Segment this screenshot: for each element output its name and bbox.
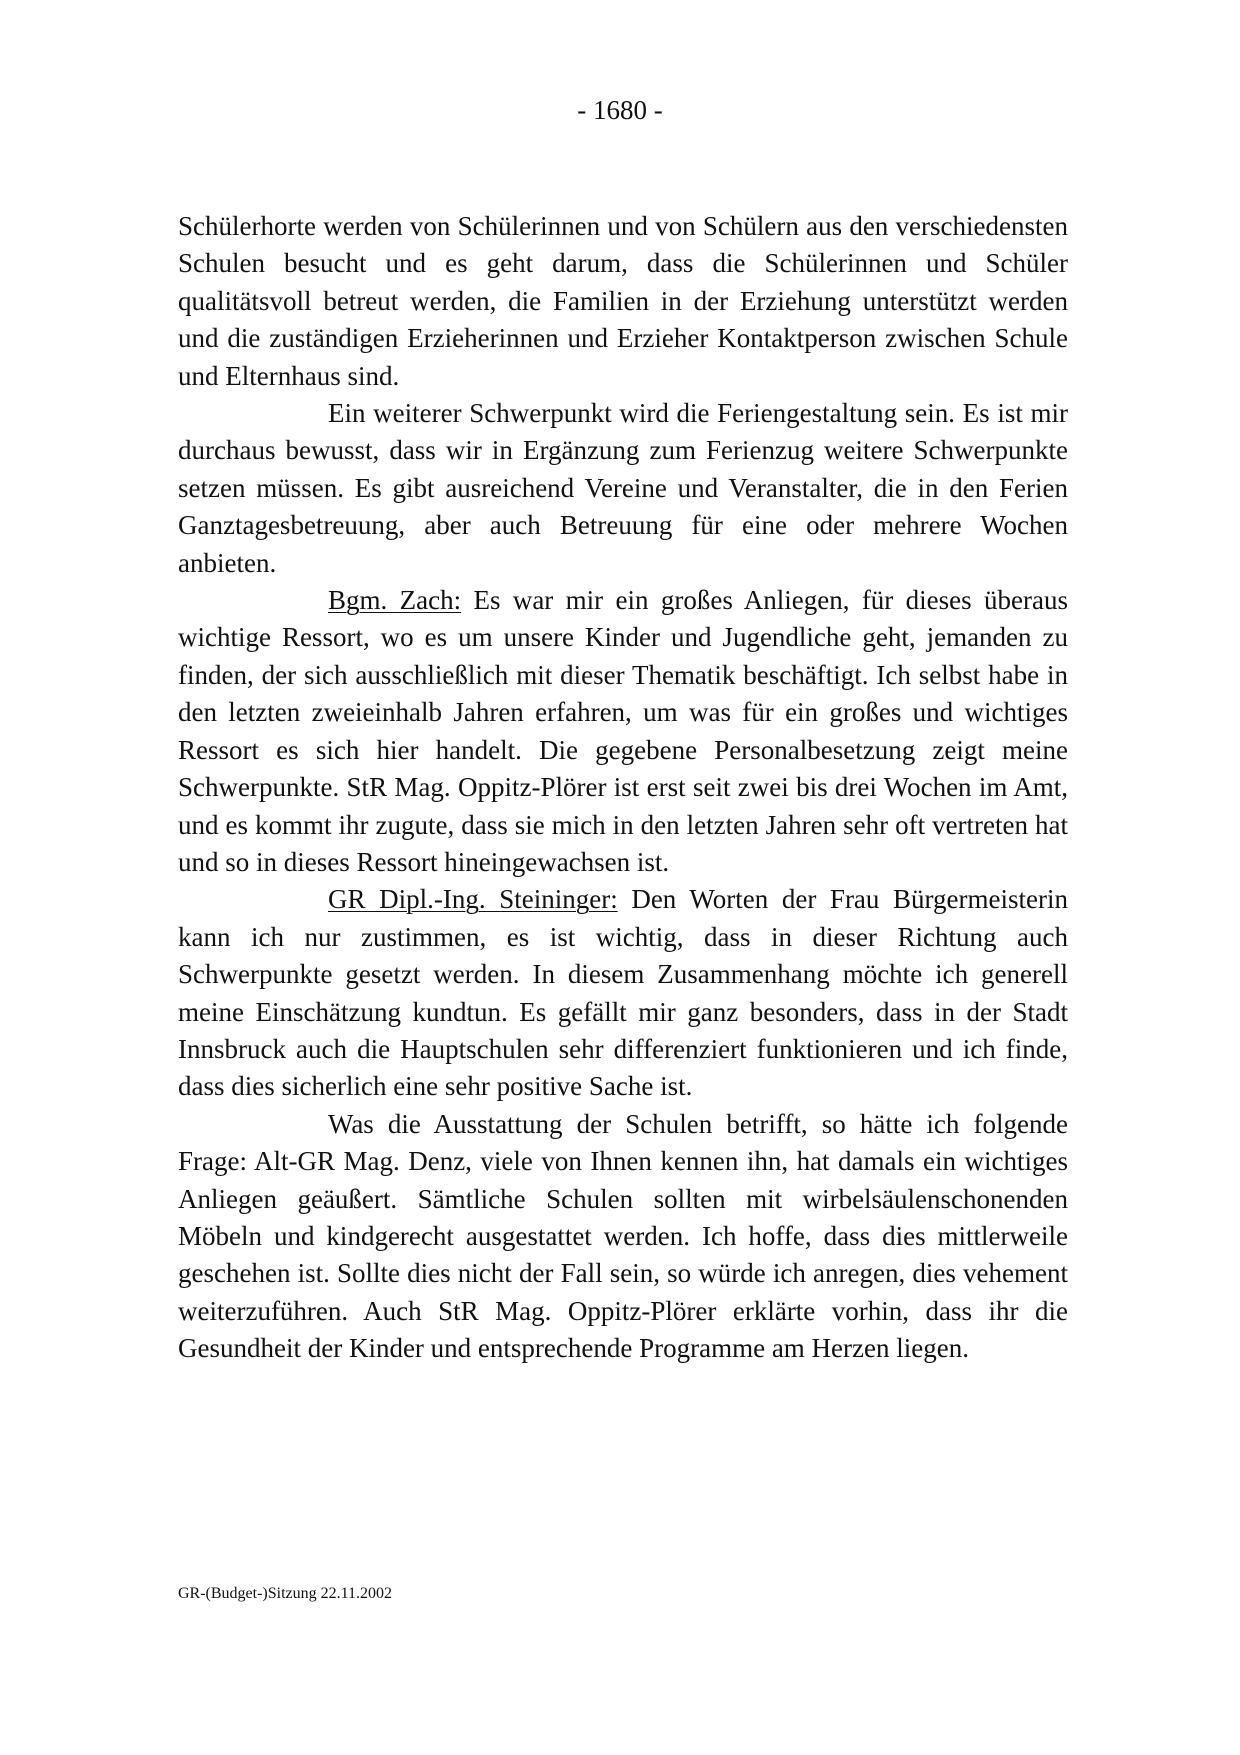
paragraph-text: Ein weiterer Schwerpunkt wird die Feriengestaltung sein. Es ist mir durchaus bewusst, dass wir in Ergänzung zum Ferienzug weitere Schwerpunkte setzen müssen. Es gibt ausreichend Vereine und Veranstalter, die in den Ferien Ganztagesbetreuung, aber auch Betreuung für eine oder mehrere Wochen anbieten. — [178, 398, 1068, 578]
paragraph-schuelerhorte — [178, 208, 1068, 395]
paragraph-text: Was die Ausstattung der Schulen betrifft, so hätte ich folgende Frage: Alt-GR Mag. Denz, viele von Ihnen kennen ihn, hat damals ein wichtiges Anliegen geäußert. Sämtliche Schulen sollten mit wirbelsäulenschonenden Möbeln und kindgerecht ausgestattet werden. Ich hoffe, dass dies mittlerweile geschehen ist. Sollte dies nicht der Fall sein, so würde ich anregen, dies vehement weiterzuführen. Auch StR Mag. Oppitz-Plörer erklärte vorhin, dass ihr die Gesundheit der Kinder und entsprechende Programme am Herzen liegen. — [178, 1108, 1068, 1364]
paragraph-ausstattung — [178, 1106, 1068, 1368]
paragraph-text: Es war mir ein großes Anliegen, für dieses überaus wichtige Ressort, wo es um unsere Kinder und Jugendliche geht, jemanden zu finden, der sich ausschließlich mit dieser Thematik beschäftigt. Ich selbst habe in den letzten zweieinhalb Jahren erfahren, um was für ein großes und wichtiges Ressort es sich hier handelt. Die gegebene Personalbesetzung zeigt meine Schwerpunkte. StR Mag. Oppitz-Plörer ist erst seit zwei bis drei Wochen im Amt, und es kommt ihr zugute, dass sie mich in den letzten Jahren sehr oft vertreten hat und so in dieses Ressort hineingewachsen ist. — [178, 585, 1068, 877]
document-body — [178, 208, 1068, 1368]
paragraph-text: Den Worten der Frau Bürgermeisterin kann ich nur zustimmen, es ist wichtig, dass in dieser Richtung auch Schwerpunkte gesetzt werden. In diesem Zusammenhang möchte ich generell meine Einschätzung kundtun. Es gefällt mir ganz besonders, dass in der Stadt Innsbruck auch die Hauptschulen sehr differenziert funktionieren und ich finde, dass dies sicherlich eine sehr positive Sache ist. — [178, 884, 1068, 1102]
footer-session-info: GR-(Budget-)Sitzung 22.11.2002 — [178, 1585, 393, 1602]
speaker-name: Bgm. Zach: — [328, 585, 462, 616]
paragraph-bgm-zach — [178, 582, 1068, 881]
page-number: - 1680 - — [577, 95, 663, 125]
paragraph-gr-steininger — [178, 881, 1068, 1105]
speaker-name: GR Dipl.-Ing. Steininger: — [328, 884, 618, 915]
paragraph-feriengestaltung — [178, 395, 1068, 582]
paragraph-text: Schülerhorte werden von Schülerinnen und von Schülern aus den verschiedensten Schulen besucht und es geht darum, dass die Schülerinnen und Schüler qualitätsvoll betreut werden, die Familien in der Erziehung unterstützt werden und die zuständigen Erzieherinnen und Erzieher Kontaktperson zwischen Schule und Elternhaus sind. — [178, 211, 1068, 391]
